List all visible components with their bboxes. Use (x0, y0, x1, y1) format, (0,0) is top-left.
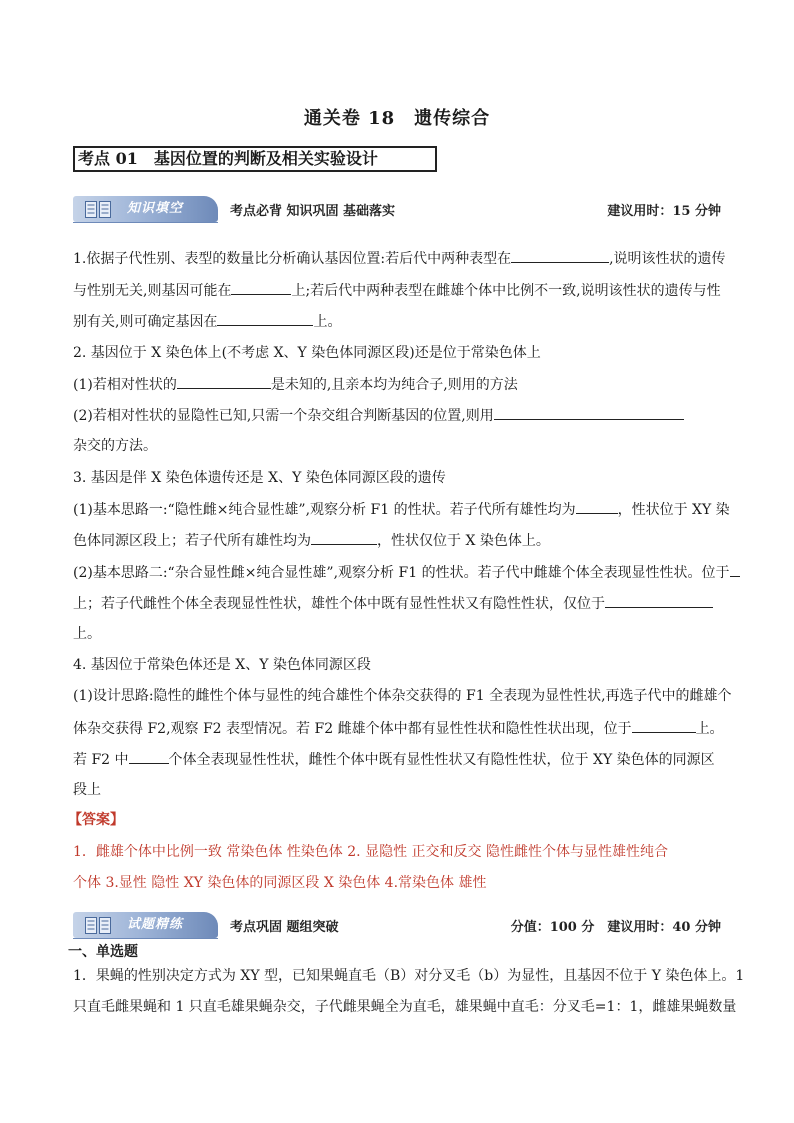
q3-text: (2)基本思路二:“杂合显性雌×纯合显性雄”,观察分析 F1 的性状。若子代中雌雄个体全表现显性性状。位于 (73, 565, 730, 581)
section-heading: 一、单选题 (68, 944, 138, 960)
answer-heading: 【答案】 (68, 812, 124, 828)
suggested-time: 建议用时：15 分钟 (607, 204, 721, 219)
q1-line-2 (73, 280, 729, 301)
q2-heading: 2. 基因位于 X 染色体上(不考虑 X、Y 染色体同源区段)还是位于常染色体上 (73, 345, 541, 361)
fill-blank[interactable] (511, 248, 609, 263)
mcq1-line-2: 只直毛雌果蝇和 1 只直毛雄果蝇杂交，子代雌果蝇全为直毛，雄果蝇中直毛：分叉毛=1：1，雌雄果蝇数量 (73, 999, 737, 1015)
fill-blank[interactable] (632, 718, 696, 733)
book-icon (85, 917, 111, 934)
q2-text: 是未知的,且亲本均为纯合子,则用的方法 (270, 377, 518, 393)
q2-item-2-cont: 杂交的方法。 (73, 438, 157, 454)
topic-heading-box: 考点 01 基因位置的判断及相关实验设计 (73, 146, 437, 172)
q3-item-2 (73, 562, 729, 583)
q4-item-1: (1)设计思路:隐性的雌性个体与显性的纯合雄性个体杂交获得的 F1 全表现为显性性状,再选子代中的雌雄个 (73, 688, 732, 704)
fill-blank[interactable] (177, 374, 271, 389)
banner-underline (73, 222, 218, 223)
q4-heading: 4. 基因位于常染色体还是 X、Y 染色体同源区段 (73, 657, 371, 673)
banner-underline (73, 938, 218, 939)
q4-text: 个体全表现显性性状，雌性个体中既有显性性状又有隐性性状，位于 XY 染色体的同源区 (168, 752, 715, 768)
q3-text: ，性状位于 XY 染 (617, 502, 730, 518)
q1-line-1 (73, 248, 729, 269)
fill-blank[interactable] (494, 405, 684, 420)
q1-line-3 (73, 311, 729, 332)
knowledge-fill-banner (73, 190, 733, 224)
banner-label: 知识填空 (127, 201, 184, 216)
fill-blank[interactable] (605, 593, 713, 608)
q3-item-1-cont (73, 530, 729, 551)
fill-blank[interactable] (129, 749, 169, 764)
q1-text: ,说明该性状的遗传 (609, 251, 726, 267)
q3-item-1 (73, 499, 729, 520)
q3-text: 色体同源区段上；若子代所有雄性均为 (73, 533, 311, 549)
q3-text: ，性状仅位于 X 染色体上。 (377, 533, 550, 549)
fill-blank[interactable] (217, 311, 313, 326)
q4-item-1-end: 段上 (73, 782, 101, 798)
q1-text: 1.依据子代性别、表型的数量比分析确认基因位置:若后代中两种表型在 (73, 251, 512, 267)
answer-line-1: 1．雌雄个体中比例一致 常染色体 性染色体 2. 显隐性 正交和反交 隐性雌性个体与显性雄性纯合 (73, 844, 668, 860)
q1-text: 上;若后代中两种表型在雌雄个体中比例不一致,说明该性状的遗传与性 (291, 283, 721, 299)
q2-text: (1)若相对性状的 (73, 377, 177, 393)
q2-text: (2)若相对性状的显隐性已知,只需一个杂交组合判断基因的位置,则用 (73, 408, 494, 424)
banner-tags: 考点必背 知识巩固 基础落实 (230, 204, 396, 219)
q4-text: 上。 (695, 721, 724, 737)
q3-text: 上；若子代雌性个体全表现显性性状，雄性个体中既有显性性状又有隐性性状，仅位于 (73, 596, 605, 612)
q2-item-2 (73, 405, 729, 426)
q3-item-2-cont (73, 593, 729, 614)
q3-heading: 3. 基因是伴 X 染色体遗传还是 X、Y 染色体同源区段的遗传 (73, 470, 446, 486)
fill-blank[interactable] (311, 530, 377, 545)
q1-text: 与性别无关,则基因可能在 (73, 283, 232, 299)
banner-label: 试题精练 (127, 917, 184, 932)
mcq1-line-1: 1．果蝇的性别决定方式为 XY 型，已知果蝇直毛（B）对分叉毛（b）为显性，且基因不位于 Y 染色体上。1 (73, 968, 745, 984)
q2-item-1 (73, 374, 729, 395)
q3-item-2-end: 上。 (73, 626, 101, 642)
q4-text: 体杂交获得 F2,观察 F2 表型情况。若 F2 雌雄个体中都有显性性状和隐性性状出现，位于 (73, 721, 632, 737)
q4-item-1-cont (73, 718, 729, 739)
q1-text: 别有关,则可确定基因在 (73, 314, 218, 330)
answer-line-2: 个体 3.显性 隐性 XY 染色体的同源区段 X 染色体 4.常染色体 雄性 (73, 875, 487, 891)
score-and-time: 分值：100 分 建议用时：40 分钟 (510, 920, 721, 935)
q4-item-1-cont2 (73, 749, 729, 770)
banner-tags: 考点巩固 题组突破 (230, 920, 339, 935)
exercise-banner (73, 906, 733, 940)
q3-text: (1)基本思路一:“隐性雌×纯合显性雄”,观察分析 F1 的性状。若子代所有雄性均为 (73, 502, 576, 518)
page-title: 通关卷 18 遗传综合 (303, 108, 491, 129)
q4-text: 若 F2 中 (73, 752, 129, 768)
fill-blank[interactable] (730, 562, 740, 577)
fill-blank[interactable] (231, 280, 291, 295)
book-icon (85, 201, 111, 218)
fill-blank[interactable] (576, 499, 618, 514)
q1-text: 上。 (313, 314, 342, 330)
